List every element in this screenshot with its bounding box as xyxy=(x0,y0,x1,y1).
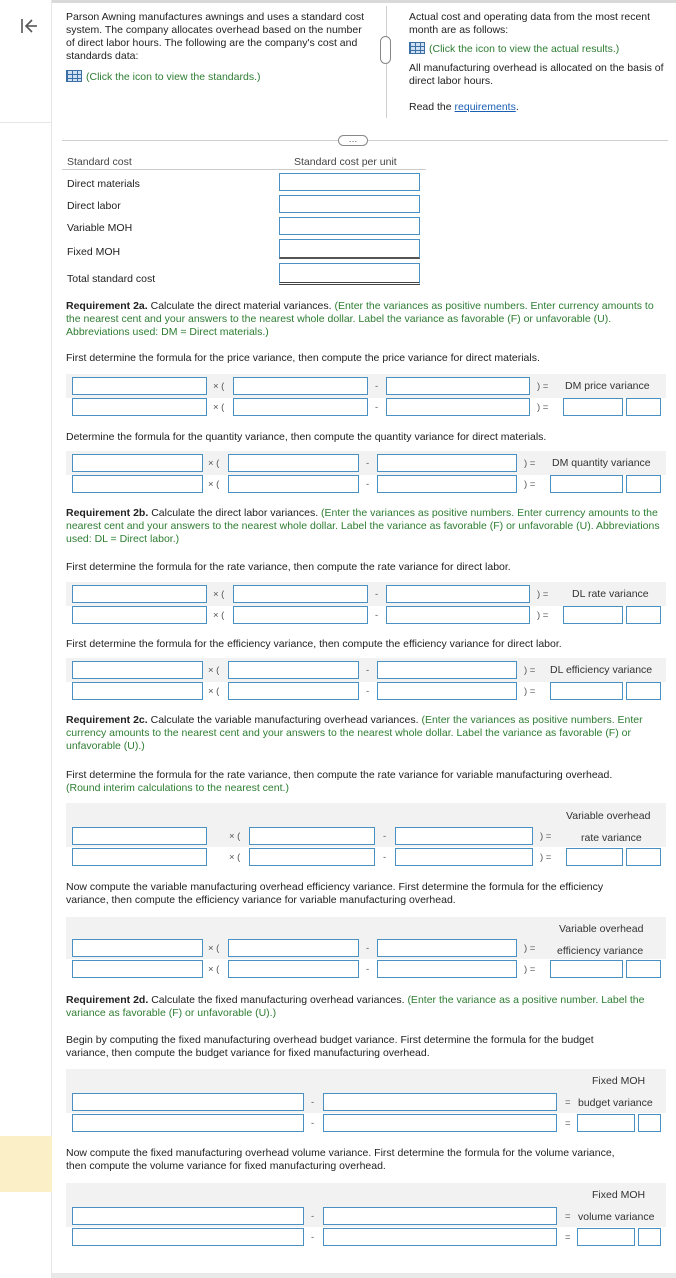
dm-price-variance-amount[interactable] xyxy=(563,398,623,416)
req2b-text xyxy=(66,507,666,546)
fmoh-vol-label-1: Fixed MOH xyxy=(592,1189,646,1201)
times-open: × ( xyxy=(208,686,220,697)
req2c-text xyxy=(66,714,666,753)
dl-rate-formula-c[interactable] xyxy=(386,585,530,603)
dm-price-value-a[interactable] xyxy=(72,398,207,416)
minus-sign: - xyxy=(375,381,379,392)
dm-price-variance-fu[interactable] xyxy=(626,398,661,416)
read-prefix: Read the xyxy=(409,101,455,113)
fmoh-vol-formula-a[interactable] xyxy=(72,1207,304,1225)
dm-qty-variance-fu[interactable] xyxy=(626,475,661,493)
times-open: × ( xyxy=(208,943,220,954)
dm-price-prompt: First determine the formula for the price variance, then compute the price variance for direct materials. xyxy=(66,352,540,364)
close-equals: ) = xyxy=(537,589,549,600)
minus-sign: - xyxy=(383,831,387,842)
dm-price-formula-a[interactable] xyxy=(72,377,207,395)
dl-eff-value-a[interactable] xyxy=(72,682,203,700)
equals-sign: = xyxy=(565,1097,571,1108)
voh-eff-value-b[interactable] xyxy=(228,960,359,978)
voh-rate-formula-c[interactable] xyxy=(395,827,533,845)
voh-rate-label-1: Variable overhead xyxy=(566,810,651,822)
dm-price-formula-c[interactable] xyxy=(386,377,530,395)
voh-rate-value-a[interactable] xyxy=(72,848,207,866)
voh-eff-value-a[interactable] xyxy=(72,960,203,978)
top-rule xyxy=(52,0,676,3)
dl-rate-value-b[interactable] xyxy=(233,606,368,624)
dl-rate-formula-b[interactable] xyxy=(233,585,368,603)
dl-rate-prompt: First determine the formula for the rate variance, then compute the rate variance for direct labor. xyxy=(66,561,511,573)
fmoh-budget-variance-fu[interactable] xyxy=(638,1114,661,1132)
voh-eff-value-c[interactable] xyxy=(377,960,517,978)
dl-rate-formula-a[interactable] xyxy=(72,585,207,603)
dl-eff-variance-label: DL efficiency variance xyxy=(550,664,653,676)
close-equals: ) = xyxy=(540,852,552,863)
dl-eff-formula-c[interactable] xyxy=(377,661,517,679)
equals-sign: = xyxy=(565,1232,571,1243)
voh-eff-label-2: efficiency variance xyxy=(557,945,644,957)
voh-eff-label-1: Variable overhead xyxy=(559,923,644,935)
voh-rate-formula-a[interactable] xyxy=(72,827,207,845)
voh-rate-formula-b[interactable] xyxy=(249,827,375,845)
minus-sign: - xyxy=(366,964,370,975)
std-total-input[interactable] xyxy=(279,263,420,285)
close-equals: ) = xyxy=(540,831,552,842)
close-equals: ) = xyxy=(524,479,536,490)
dl-eff-prompt: First determine the formula for the efficiency variance, then compute the efficiency variance for direct labor. xyxy=(66,638,562,650)
equals-sign: = xyxy=(565,1211,571,1222)
minus-sign: - xyxy=(366,943,370,954)
minus-sign: - xyxy=(311,1097,315,1108)
dl-eff-variance-fu[interactable] xyxy=(626,682,661,700)
fmoh-budget-prompt: Begin by computing the fixed manufacturing overhead budget variance. First determine the formula for the budget variance, then compute the budget variance for fixed manufacturing overhead. xyxy=(66,1034,594,1059)
fmoh-budget-value-b[interactable] xyxy=(323,1114,557,1132)
times-open: × ( xyxy=(229,831,241,842)
times-open: × ( xyxy=(213,402,225,413)
minus-sign: - xyxy=(375,402,379,413)
fmoh-vol-variance-fu[interactable] xyxy=(638,1228,661,1246)
standards-link[interactable] xyxy=(66,70,366,84)
req2b-title: Requirement 2b. xyxy=(66,507,149,519)
left-rail xyxy=(0,0,52,1278)
close-equals: ) = xyxy=(524,964,536,975)
minus-sign: - xyxy=(311,1232,315,1243)
minus-sign: - xyxy=(366,458,370,469)
fmoh-vol-prompt: Now compute the fixed manufacturing overhead volume variance. First determine the formula for the volume variance, then compute the volume variance for fixed manufacturing overhead. xyxy=(66,1147,615,1172)
close-equals: ) = xyxy=(537,381,549,392)
voh-eff-prompt: Now compute the variable manufacturing overhead efficiency variance. First determine the formula for the efficiency variance, then compute the efficiency variance for variable manufacturing overhead. xyxy=(66,881,604,906)
minus-sign: - xyxy=(366,479,370,490)
dl-rate-variance-fu[interactable] xyxy=(626,606,661,624)
times-open: × ( xyxy=(213,589,225,600)
table-icon[interactable] xyxy=(66,70,82,82)
dl-eff-variance-amount[interactable] xyxy=(550,682,623,700)
req2b-instructions: (Enter the variances as positive numbers. Enter currency amounts to the nearest cent and your answers to the nearest whole dollar. Label the variance as favorable (F) or unfavorable (U). Abbreviations used: DL = Direct labor.) xyxy=(66,507,660,545)
voh-eff-formula-b[interactable] xyxy=(228,939,359,957)
req2d-instructions: (Enter the variance as a positive number. Label the variance as favorable (F) or unfavorable (U).) xyxy=(66,994,645,1019)
voh-eff-variance-fu[interactable] xyxy=(626,960,661,978)
close-equals: ) = xyxy=(524,458,536,469)
req2a-instructions: (Enter the variances as positive numbers. Enter currency amounts to the nearest cent and your answers to the nearest whole dollar. Label the variance as favorable (F) or unfavorable (U). Abbreviations used: DM = Direct materials.) xyxy=(66,300,654,338)
fmoh-budget-formula-b[interactable] xyxy=(323,1093,557,1111)
close-equals: ) = xyxy=(524,943,536,954)
req2c-desc: Calculate the variable manufacturing overhead variances. xyxy=(147,714,422,726)
std-row-dl: Direct labor xyxy=(67,200,121,212)
std-col-header: Standard cost xyxy=(67,156,132,168)
actual-link[interactable] xyxy=(409,42,669,56)
actual-link-text[interactable]: (Click the icon to view the actual results.) xyxy=(429,43,620,55)
req2c-title: Requirement 2c. xyxy=(66,714,148,726)
dl-rate-variance-amount[interactable] xyxy=(563,606,623,624)
requirements-link[interactable]: requirements xyxy=(454,101,516,113)
voh-rate-round-note: (Round interim calculations to the nearest cent.) xyxy=(66,782,289,794)
dl-eff-formula-b[interactable] xyxy=(228,661,359,679)
dm-price-value-c[interactable] xyxy=(386,398,530,416)
table-icon[interactable] xyxy=(409,42,425,54)
minus-sign: - xyxy=(375,610,379,621)
rail-highlight xyxy=(0,1136,52,1192)
fmoh-budget-variance-amount[interactable] xyxy=(577,1114,635,1132)
voh-rate-variance-fu[interactable] xyxy=(626,848,661,866)
dm-price-formula-b[interactable] xyxy=(233,377,368,395)
std-dm-input[interactable] xyxy=(279,173,420,191)
minus-sign: - xyxy=(311,1211,315,1222)
dl-rate-variance-label: DL rate variance xyxy=(572,588,649,600)
read-suffix: . xyxy=(515,101,519,113)
std-vmoh-input[interactable] xyxy=(279,217,420,235)
close-equals: ) = xyxy=(524,686,536,697)
dm-qty-value-b[interactable] xyxy=(228,475,359,493)
dl-eff-value-b[interactable] xyxy=(228,682,359,700)
read-requirements xyxy=(409,101,664,114)
fmoh-vol-label-2: volume variance xyxy=(578,1211,655,1223)
voh-rate-variance-amount[interactable] xyxy=(566,848,623,866)
std-row-vmoh: Variable MOH xyxy=(67,222,133,234)
req2d-title: Requirement 2d. xyxy=(66,994,149,1006)
drag-handle-icon[interactable] xyxy=(380,36,391,64)
more-button[interactable]: … xyxy=(338,135,368,146)
problem-intro: Parson Awning manufactures awnings and uses a standard cost system. The company allocates overhead based on the number of direct labor hours. The following are the company's cost and standards data: xyxy=(66,11,365,62)
std-row-dm: Direct materials xyxy=(67,178,140,190)
allocation-note: All manufacturing overhead is allocated on the basis of direct labor hours. xyxy=(409,62,664,87)
fmoh-budget-label-2: budget variance xyxy=(578,1097,653,1109)
dm-qty-prompt: Determine the formula for the quantity variance, then compute the quantity variance for direct materials. xyxy=(66,431,547,443)
voh-eff-formula-c[interactable] xyxy=(377,939,517,957)
req2a-text xyxy=(66,300,666,339)
fmoh-budget-value-a[interactable] xyxy=(72,1114,304,1132)
equals-sign: = xyxy=(565,1118,571,1129)
minus-sign: - xyxy=(375,589,379,600)
dl-rate-value-c[interactable] xyxy=(386,606,530,624)
std-total-label: Total standard cost xyxy=(67,273,156,285)
fmoh-vol-value-a[interactable] xyxy=(72,1228,304,1246)
times-open: × ( xyxy=(208,665,220,676)
close-equals: ) = xyxy=(524,665,536,676)
voh-rate-value-c[interactable] xyxy=(395,848,533,866)
std-header-rule xyxy=(62,169,426,170)
fmoh-budget-formula-a[interactable] xyxy=(72,1093,304,1111)
req2c-instructions: (Enter the variances as positive numbers. Enter currency amounts to the nearest cent and your answers to the nearest whole dollar. Label the variance as favorable (F) or unfavorable (U).) xyxy=(66,714,643,752)
minus-sign: - xyxy=(366,686,370,697)
minus-sign: - xyxy=(311,1118,315,1129)
dm-qty-value-c[interactable] xyxy=(377,475,517,493)
times-open: × ( xyxy=(208,479,220,490)
dm-qty-formula-b[interactable] xyxy=(228,454,359,472)
dm-qty-variance-amount[interactable] xyxy=(550,475,623,493)
collapse-left-icon[interactable] xyxy=(19,16,39,36)
times-open: × ( xyxy=(208,964,220,975)
req2b-desc: Calculate the direct labor variances. xyxy=(148,507,322,519)
std-per-unit-header: Standard cost per unit xyxy=(294,156,397,168)
times-open: × ( xyxy=(213,381,225,392)
bottom-rule xyxy=(52,1273,676,1278)
close-equals: ) = xyxy=(537,402,549,413)
voh-rate-value-b[interactable] xyxy=(249,848,375,866)
fmoh-budget-label-1: Fixed MOH xyxy=(592,1075,646,1087)
times-open: × ( xyxy=(208,458,220,469)
fmoh-vol-formula-b[interactable] xyxy=(323,1207,557,1225)
voh-eff-formula-a[interactable] xyxy=(72,939,203,957)
voh-rate-label-2: rate variance xyxy=(581,832,642,844)
dm-qty-variance-label: DM quantity variance xyxy=(552,457,651,469)
dm-price-variance-label: DM price variance xyxy=(565,380,650,392)
actual-intro: Actual cost and operating data from the most recent month are as follows: xyxy=(409,11,651,36)
times-open: × ( xyxy=(229,852,241,863)
times-open: × ( xyxy=(213,610,225,621)
voh-rate-prompt-block xyxy=(66,769,666,795)
dm-qty-value-a[interactable] xyxy=(72,475,203,493)
minus-sign: - xyxy=(383,852,387,863)
req2a-desc: Calculate the direct material variances. xyxy=(147,300,335,312)
voh-eff-variance-amount[interactable] xyxy=(550,960,623,978)
dm-price-value-b[interactable] xyxy=(233,398,368,416)
minus-sign: - xyxy=(366,665,370,676)
fmoh-vol-variance-amount[interactable] xyxy=(577,1228,635,1246)
fmoh-vol-value-b[interactable] xyxy=(323,1228,557,1246)
std-row-fmoh: Fixed MOH xyxy=(67,246,121,258)
req2d-text xyxy=(66,994,666,1020)
req2d-desc: Calculate the fixed manufacturing overhead variances. xyxy=(148,994,408,1006)
dl-eff-formula-a[interactable] xyxy=(72,661,203,679)
close-equals: ) = xyxy=(537,610,549,621)
dl-eff-value-c[interactable] xyxy=(377,682,517,700)
voh-rate-prompt: First determine the formula for the rate variance, then compute the rate variance for variable manufacturing overhead. xyxy=(66,769,613,781)
std-fmoh-input[interactable] xyxy=(279,239,420,259)
standards-link-text[interactable]: (Click the icon to view the standards.) xyxy=(86,71,261,83)
req2a-title: Requirement 2a. xyxy=(66,300,148,312)
rail-divider xyxy=(0,122,52,123)
dm-qty-formula-a[interactable] xyxy=(72,454,203,472)
dm-qty-formula-c[interactable] xyxy=(377,454,517,472)
dl-rate-value-a[interactable] xyxy=(72,606,207,624)
std-dl-input[interactable] xyxy=(279,195,420,213)
